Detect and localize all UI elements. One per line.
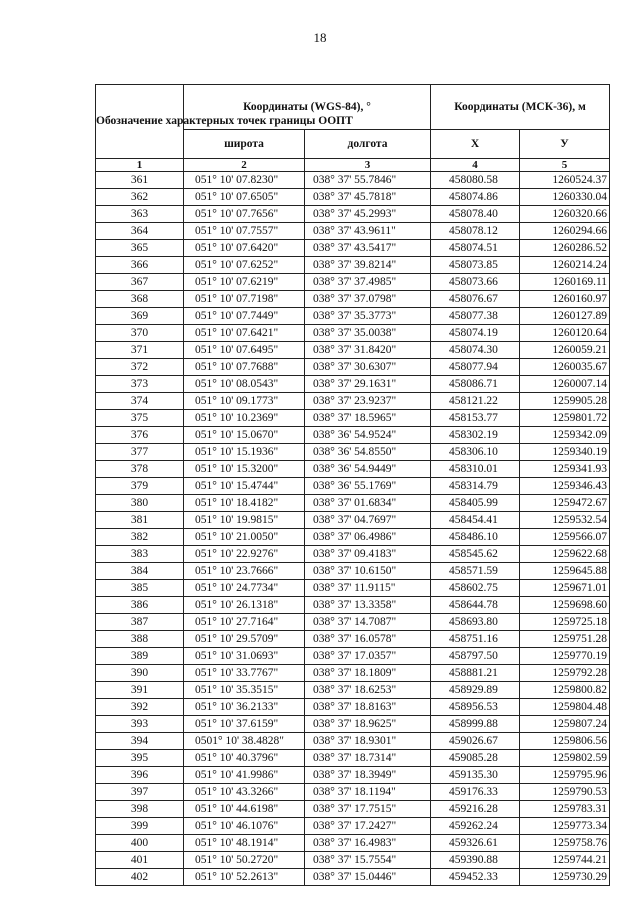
point-number: 385 <box>96 580 184 597</box>
x-coordinate-cell: 458153.77 <box>431 410 520 427</box>
y-coordinate-cell: 1259773.34 <box>520 818 610 835</box>
table-row <box>96 206 610 223</box>
latitude-cell: 051° 10' 19.9815" <box>184 512 305 529</box>
x-coordinate-cell: 459262.24 <box>431 818 520 835</box>
longitude-cell: 038° 37' 09.4183" <box>305 546 431 563</box>
point-number: 370 <box>96 325 184 342</box>
table-row <box>96 512 610 529</box>
latitude-cell: 051° 10' 23.7666" <box>184 563 305 580</box>
x-coordinate-cell: 458797.50 <box>431 648 520 665</box>
x-coordinate-cell: 458077.38 <box>431 308 520 325</box>
point-number: 388 <box>96 631 184 648</box>
y-coordinate-cell: 1259566.07 <box>520 529 610 546</box>
y-coordinate-cell: 1259622.68 <box>520 546 610 563</box>
latitude-cell: 051° 10' 52.2613" <box>184 869 305 886</box>
longitude-cell: 038° 37' 37.4985" <box>305 274 431 291</box>
x-coordinate-cell: 458881.21 <box>431 665 520 682</box>
y-coordinate-cell: 1259770.19 <box>520 648 610 665</box>
latitude-cell: 051° 10' 08.0543" <box>184 376 305 393</box>
y-coordinate-cell: 1259730.29 <box>520 869 610 886</box>
latitude-cell: 051° 10' 15.0670" <box>184 427 305 444</box>
y-coordinate-cell: 1259905.28 <box>520 393 610 410</box>
longitude-cell: 038° 37' 15.0446" <box>305 869 431 886</box>
longitude-cell: 038° 37' 16.0578" <box>305 631 431 648</box>
x-coordinate-cell: 459390.88 <box>431 852 520 869</box>
column-number: 4 <box>431 159 520 172</box>
point-number: 371 <box>96 342 184 359</box>
y-coordinate-cell: 1260169.11 <box>520 274 610 291</box>
y-coordinate-cell: 1259804.48 <box>520 699 610 716</box>
latitude-cell: 051° 10' 07.7656" <box>184 206 305 223</box>
latitude-cell: 051° 10' 35.3515" <box>184 682 305 699</box>
longitude-cell: 038° 37' 13.3358" <box>305 597 431 614</box>
point-number: 362 <box>96 189 184 206</box>
point-number: 402 <box>96 869 184 886</box>
x-coordinate-cell: 458929.89 <box>431 682 520 699</box>
page-number: 18 <box>313 30 327 45</box>
longitude-cell: 038° 37' 18.1809" <box>305 665 431 682</box>
table-row <box>96 767 610 784</box>
table-row <box>96 563 610 580</box>
y-coordinate-cell: 1259346.43 <box>520 478 610 495</box>
point-number: 390 <box>96 665 184 682</box>
table-row <box>96 580 610 597</box>
y-coordinate-cell: 1260286.52 <box>520 240 610 257</box>
point-number: 378 <box>96 461 184 478</box>
table-row <box>96 223 610 240</box>
x-coordinate-cell: 459135.30 <box>431 767 520 784</box>
coordinates-table <box>95 84 610 886</box>
y-coordinate-cell: 1259795.96 <box>520 767 610 784</box>
latitude-cell: 051° 10' 33.7767" <box>184 665 305 682</box>
longitude-cell: 038° 37' 37.0798" <box>305 291 431 308</box>
latitude-cell: 051° 10' 36.2133" <box>184 699 305 716</box>
x-coordinate-cell: 458074.19 <box>431 325 520 342</box>
point-number: 397 <box>96 784 184 801</box>
x-coordinate-cell: 458073.85 <box>431 257 520 274</box>
x-coordinate-cell: 458751.16 <box>431 631 520 648</box>
header-latitude: широта <box>184 130 305 159</box>
latitude-cell: 051° 10' 07.8230" <box>184 172 305 189</box>
table-row <box>96 444 610 461</box>
longitude-cell: 038° 37' 23.9237" <box>305 393 431 410</box>
x-coordinate-cell: 458454.41 <box>431 512 520 529</box>
latitude-cell: 051° 10' 24.7734" <box>184 580 305 597</box>
header-longitude: долгота <box>305 130 431 159</box>
table-row <box>96 325 610 342</box>
point-number: 398 <box>96 801 184 818</box>
longitude-cell: 038° 36' 54.9524" <box>305 427 431 444</box>
table-row <box>96 427 610 444</box>
point-number: 396 <box>96 767 184 784</box>
longitude-cell: 038° 37' 18.9301" <box>305 733 431 750</box>
latitude-cell: 051° 10' 37.6159" <box>184 716 305 733</box>
table-body <box>96 172 610 886</box>
point-number: 374 <box>96 393 184 410</box>
table-row <box>96 461 610 478</box>
x-coordinate-cell: 458073.66 <box>431 274 520 291</box>
column-number: 3 <box>305 159 431 172</box>
x-coordinate-cell: 458314.79 <box>431 478 520 495</box>
column-number: 1 <box>96 159 184 172</box>
x-coordinate-cell: 458956.53 <box>431 699 520 716</box>
point-number: 377 <box>96 444 184 461</box>
point-number: 367 <box>96 274 184 291</box>
table-row <box>96 257 610 274</box>
table-row <box>96 308 610 325</box>
table-row <box>96 495 610 512</box>
y-coordinate-cell: 1259801.72 <box>520 410 610 427</box>
x-coordinate-cell: 459216.28 <box>431 801 520 818</box>
y-coordinate-cell: 1259800.82 <box>520 682 610 699</box>
point-number: 364 <box>96 223 184 240</box>
point-number: 361 <box>96 172 184 189</box>
point-number: 375 <box>96 410 184 427</box>
x-coordinate-cell: 458074.30 <box>431 342 520 359</box>
longitude-cell: 038° 36' 54.8550" <box>305 444 431 461</box>
longitude-cell: 038° 37' 43.9611" <box>305 223 431 240</box>
header-y: У <box>520 130 610 159</box>
x-coordinate-cell: 458486.10 <box>431 529 520 546</box>
longitude-cell: 038° 37' 17.2427" <box>305 818 431 835</box>
y-coordinate-cell: 1259806.56 <box>520 733 610 750</box>
table-row <box>96 784 610 801</box>
y-coordinate-cell: 1260330.04 <box>520 189 610 206</box>
latitude-cell: 051° 10' 07.6505" <box>184 189 305 206</box>
longitude-cell: 038° 37' 39.8214" <box>305 257 431 274</box>
point-number: 393 <box>96 716 184 733</box>
x-coordinate-cell: 458074.86 <box>431 189 520 206</box>
point-number: 395 <box>96 750 184 767</box>
point-number: 387 <box>96 614 184 631</box>
x-coordinate-cell: 458693.80 <box>431 614 520 631</box>
latitude-cell: 051° 10' 07.7198" <box>184 291 305 308</box>
longitude-cell: 038° 37' 18.1194" <box>305 784 431 801</box>
longitude-cell: 038° 37' 11.9115" <box>305 580 431 597</box>
header-msk36: Координаты (МСК-36), м <box>431 85 610 130</box>
x-coordinate-cell: 458306.10 <box>431 444 520 461</box>
latitude-cell: 051° 10' 44.6198" <box>184 801 305 818</box>
table-row <box>96 648 610 665</box>
y-coordinate-cell: 1260160.97 <box>520 291 610 308</box>
longitude-cell: 038° 37' 18.5965" <box>305 410 431 427</box>
longitude-cell: 038° 37' 14.7087" <box>305 614 431 631</box>
point-number: 379 <box>96 478 184 495</box>
latitude-cell: 051° 10' 07.7557" <box>184 223 305 240</box>
point-number: 399 <box>96 818 184 835</box>
x-coordinate-cell: 459176.33 <box>431 784 520 801</box>
latitude-cell: 051° 10' 15.4744" <box>184 478 305 495</box>
longitude-cell: 038° 37' 10.6150" <box>305 563 431 580</box>
header-wgs84: Координаты (WGS-84), ° <box>184 85 431 130</box>
point-number: 376 <box>96 427 184 444</box>
longitude-cell: 038° 37' 18.9625" <box>305 716 431 733</box>
x-coordinate-cell: 459026.67 <box>431 733 520 750</box>
table-row <box>96 359 610 376</box>
point-number: 372 <box>96 359 184 376</box>
x-coordinate-cell: 458999.88 <box>431 716 520 733</box>
point-number: 401 <box>96 852 184 869</box>
point-number: 380 <box>96 495 184 512</box>
longitude-cell: 038° 37' 35.3773" <box>305 308 431 325</box>
table-row <box>96 393 610 410</box>
longitude-cell: 038° 37' 29.1631" <box>305 376 431 393</box>
y-coordinate-cell: 1259340.19 <box>520 444 610 461</box>
x-coordinate-cell: 458302.19 <box>431 427 520 444</box>
x-coordinate-cell: 458310.01 <box>431 461 520 478</box>
point-number: 392 <box>96 699 184 716</box>
y-coordinate-cell: 1260059.21 <box>520 342 610 359</box>
header-point-designation: Обозначение характерных точек границы ООПТ <box>96 85 184 159</box>
latitude-cell: 051° 10' 29.5709" <box>184 631 305 648</box>
y-coordinate-cell: 1259472.67 <box>520 495 610 512</box>
latitude-cell: 051° 10' 07.6420" <box>184 240 305 257</box>
longitude-cell: 038° 37' 06.4986" <box>305 529 431 546</box>
latitude-cell: 051° 10' 07.7449" <box>184 308 305 325</box>
latitude-cell: 051° 10' 22.9276" <box>184 546 305 563</box>
latitude-cell: 051° 10' 07.6252" <box>184 257 305 274</box>
x-coordinate-cell: 458076.67 <box>431 291 520 308</box>
point-number: 382 <box>96 529 184 546</box>
latitude-cell: 051° 10' 07.7688" <box>184 359 305 376</box>
table-row <box>96 733 610 750</box>
longitude-cell: 038° 37' 16.4983" <box>305 835 431 852</box>
longitude-cell: 038° 37' 31.8420" <box>305 342 431 359</box>
table-row <box>96 546 610 563</box>
y-coordinate-cell: 1260120.64 <box>520 325 610 342</box>
table-row <box>96 529 610 546</box>
point-number: 381 <box>96 512 184 529</box>
latitude-cell: 051° 10' 40.3796" <box>184 750 305 767</box>
longitude-cell: 038° 37' 04.7697" <box>305 512 431 529</box>
table-row <box>96 869 610 886</box>
table-row <box>96 835 610 852</box>
header-x: Х <box>431 130 520 159</box>
longitude-cell: 038° 37' 35.0038" <box>305 325 431 342</box>
y-coordinate-cell: 1259725.18 <box>520 614 610 631</box>
x-coordinate-cell: 458077.94 <box>431 359 520 376</box>
longitude-cell: 038° 37' 45.7818" <box>305 189 431 206</box>
latitude-cell: 051° 10' 26.1318" <box>184 597 305 614</box>
longitude-cell: 038° 37' 55.7846" <box>305 172 431 189</box>
point-number: 394 <box>96 733 184 750</box>
point-number: 363 <box>96 206 184 223</box>
point-number: 365 <box>96 240 184 257</box>
latitude-cell: 051° 10' 10.2369" <box>184 410 305 427</box>
y-coordinate-cell: 1260524.37 <box>520 172 610 189</box>
latitude-cell: 051° 10' 46.1076" <box>184 818 305 835</box>
point-number: 366 <box>96 257 184 274</box>
latitude-cell: 051° 10' 15.1936" <box>184 444 305 461</box>
y-coordinate-cell: 1259342.09 <box>520 427 610 444</box>
x-coordinate-cell: 458545.62 <box>431 546 520 563</box>
table-row <box>96 410 610 427</box>
latitude-cell: 051° 10' 15.3200" <box>184 461 305 478</box>
x-coordinate-cell: 458405.99 <box>431 495 520 512</box>
table-row <box>96 240 610 257</box>
y-coordinate-cell: 1260320.66 <box>520 206 610 223</box>
x-coordinate-cell: 458080.58 <box>431 172 520 189</box>
x-coordinate-cell: 458602.75 <box>431 580 520 597</box>
table-row <box>96 274 610 291</box>
table-row <box>96 801 610 818</box>
latitude-cell: 051° 10' 31.0693" <box>184 648 305 665</box>
y-coordinate-cell: 1259532.54 <box>520 512 610 529</box>
x-coordinate-cell: 458078.40 <box>431 206 520 223</box>
latitude-cell: 051° 10' 07.6495" <box>184 342 305 359</box>
point-number: 391 <box>96 682 184 699</box>
y-coordinate-cell: 1260035.67 <box>520 359 610 376</box>
longitude-cell: 038° 37' 30.6307" <box>305 359 431 376</box>
table-row <box>96 716 610 733</box>
x-coordinate-cell: 458121.22 <box>431 393 520 410</box>
x-coordinate-cell: 458571.59 <box>431 563 520 580</box>
x-coordinate-cell: 459085.28 <box>431 750 520 767</box>
table-row <box>96 376 610 393</box>
latitude-cell: 0501° 10' 38.4828" <box>184 733 305 750</box>
y-coordinate-cell: 1259807.24 <box>520 716 610 733</box>
y-coordinate-cell: 1259744.21 <box>520 852 610 869</box>
x-coordinate-cell: 459326.61 <box>431 835 520 852</box>
table-row <box>96 342 610 359</box>
table-row <box>96 852 610 869</box>
y-coordinate-cell: 1259802.59 <box>520 750 610 767</box>
longitude-cell: 038° 37' 18.7314" <box>305 750 431 767</box>
y-coordinate-cell: 1259758.76 <box>520 835 610 852</box>
latitude-cell: 051° 10' 41.9986" <box>184 767 305 784</box>
longitude-cell: 038° 36' 55.1769" <box>305 478 431 495</box>
latitude-cell: 051° 10' 27.7164" <box>184 614 305 631</box>
x-coordinate-cell: 458078.12 <box>431 223 520 240</box>
latitude-cell: 051° 10' 48.1914" <box>184 835 305 852</box>
point-number: 383 <box>96 546 184 563</box>
latitude-cell: 051° 10' 50.2720" <box>184 852 305 869</box>
x-coordinate-cell: 458086.71 <box>431 376 520 393</box>
point-number: 384 <box>96 563 184 580</box>
y-coordinate-cell: 1259792.28 <box>520 665 610 682</box>
longitude-cell: 038° 37' 17.0357" <box>305 648 431 665</box>
y-coordinate-cell: 1259698.60 <box>520 597 610 614</box>
x-coordinate-cell: 458074.51 <box>431 240 520 257</box>
table-row <box>96 631 610 648</box>
point-number: 369 <box>96 308 184 325</box>
point-number: 386 <box>96 597 184 614</box>
table-row <box>96 818 610 835</box>
longitude-cell: 038° 37' 45.2993" <box>305 206 431 223</box>
column-number: 5 <box>520 159 610 172</box>
latitude-cell: 051° 10' 43.3266" <box>184 784 305 801</box>
table-row <box>96 478 610 495</box>
point-number: 373 <box>96 376 184 393</box>
y-coordinate-cell: 1259341.93 <box>520 461 610 478</box>
table-row <box>96 699 610 716</box>
x-coordinate-cell: 459452.33 <box>431 869 520 886</box>
y-coordinate-cell: 1260127.89 <box>520 308 610 325</box>
point-number: 368 <box>96 291 184 308</box>
table-row <box>96 665 610 682</box>
longitude-cell: 038° 36' 54.9449" <box>305 461 431 478</box>
longitude-cell: 038° 37' 18.8163" <box>305 699 431 716</box>
longitude-cell: 038° 37' 17.7515" <box>305 801 431 818</box>
latitude-cell: 051° 10' 09.1773" <box>184 393 305 410</box>
table-row <box>96 189 610 206</box>
latitude-cell: 051° 10' 21.0050" <box>184 529 305 546</box>
longitude-cell: 038° 37' 01.6834" <box>305 495 431 512</box>
latitude-cell: 051° 10' 07.6421" <box>184 325 305 342</box>
table-row <box>96 750 610 767</box>
table-row <box>96 614 610 631</box>
latitude-cell: 051° 10' 18.4182" <box>184 495 305 512</box>
table-row <box>96 291 610 308</box>
latitude-cell: 051° 10' 07.6219" <box>184 274 305 291</box>
table-row <box>96 172 610 189</box>
point-number: 389 <box>96 648 184 665</box>
longitude-cell: 038° 37' 18.3949" <box>305 767 431 784</box>
table-row <box>96 682 610 699</box>
longitude-cell: 038° 37' 43.5417" <box>305 240 431 257</box>
y-coordinate-cell: 1260214.24 <box>520 257 610 274</box>
y-coordinate-cell: 1259783.31 <box>520 801 610 818</box>
point-number: 400 <box>96 835 184 852</box>
y-coordinate-cell: 1260294.66 <box>520 223 610 240</box>
y-coordinate-cell: 1259671.01 <box>520 580 610 597</box>
x-coordinate-cell: 458644.78 <box>431 597 520 614</box>
table-row <box>96 597 610 614</box>
longitude-cell: 038° 37' 18.6253" <box>305 682 431 699</box>
longitude-cell: 038° 37' 15.7554" <box>305 852 431 869</box>
y-coordinate-cell: 1259751.28 <box>520 631 610 648</box>
y-coordinate-cell: 1259645.88 <box>520 563 610 580</box>
column-number: 2 <box>184 159 305 172</box>
y-coordinate-cell: 1259790.53 <box>520 784 610 801</box>
y-coordinate-cell: 1260007.14 <box>520 376 610 393</box>
